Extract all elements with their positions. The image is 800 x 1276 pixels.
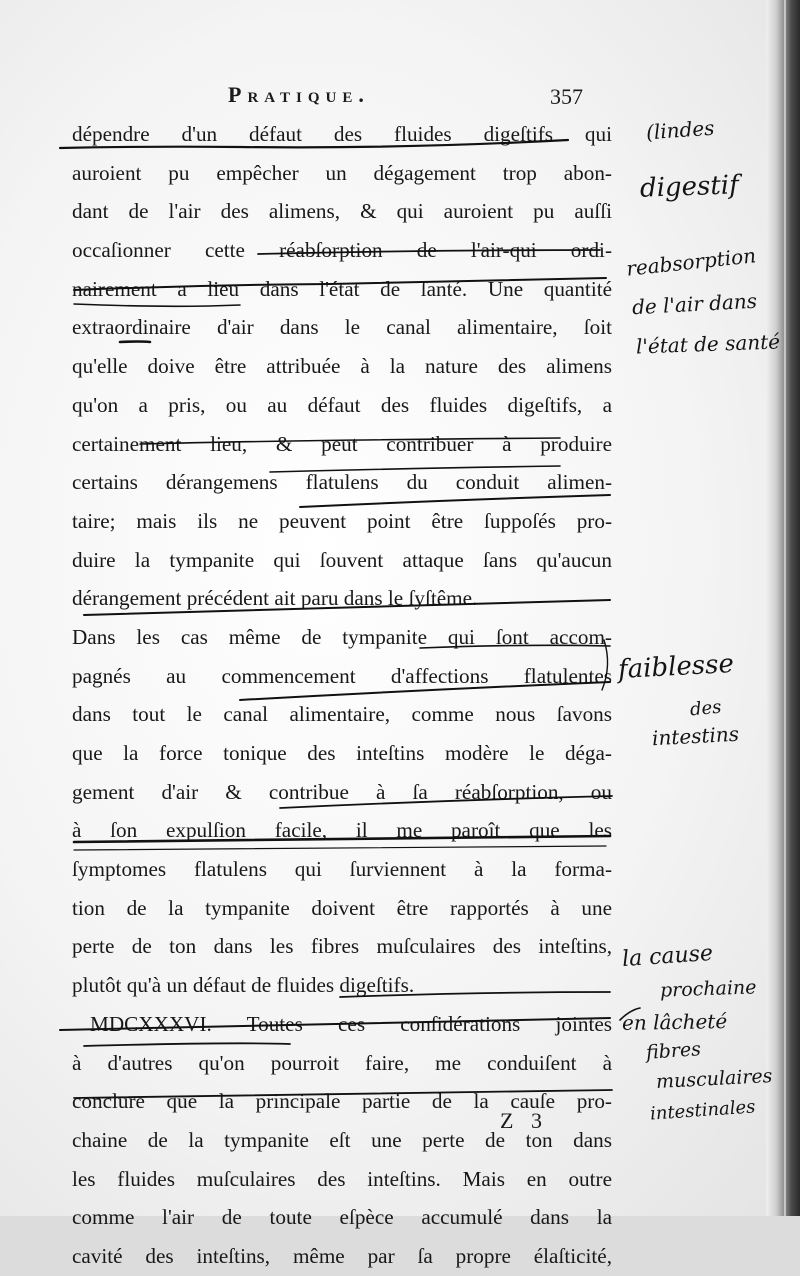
text-line: à d'autres qu'on pourroit faire, me conduiſent à [72,1050,612,1075]
text-line: qu'on a pris, ou au défaut des fluides digeſtifs, a [72,392,612,417]
text-line: pagnés au commencement d'affections flatulentes [72,663,612,688]
margin-note: la cause [621,940,714,973]
margin-note: des [689,696,723,721]
margin-note: reabsorption [625,243,758,281]
text-line: extraordinaire d'air dans le canal alimentaire, ſoit [72,315,612,340]
page-number: 357 [550,84,583,109]
text-line: ſymptomes flatulens qui ſurviennent à la forma- [72,857,612,882]
text-line: cavité des inteſtins, même par ſa propre élaſticité, [72,1243,612,1268]
text-line: tion de la tympanite doivent être rapportés à une [72,895,612,920]
text-line: comme l'air de toute eſpèce accumulé dans la [72,1205,612,1230]
margin-note: l'état de santé [635,329,781,359]
margin-note: en lâcheté [621,1009,728,1035]
text-line: à ſon expulſion facile, il me paroît que les [72,818,612,843]
text-line: nairement a lieu dans l'état de ſanté. Une quantité [72,276,612,301]
text-line: gement d'air & contribue à ſa réabſorption, ou [72,779,612,804]
section-heading-line: MDCXXXVI. Toutes ces conſidérations jointes [90,1011,612,1036]
margin-note: digestif [639,170,740,204]
text-line: dant de l'air des alimens, & qui auroient pu auſſi [72,199,612,224]
text-line: auroient pu empêcher un dégagement trop abon- [72,160,612,185]
running-title: Pratique. [228,82,370,107]
text-line: occaſionner cette réabſorption de l'air-qui ordi- [72,238,612,263]
text-line: taire; mais ils ne peuvent point être ſuppoſés pro- [72,508,612,533]
text-line: dérangement précédent ait paru dans le ſyſtême. [72,586,478,611]
text-line: perte de ton dans les fibres muſculaires des inteſtins, [72,934,612,959]
margin-note: prochaine [659,976,757,1002]
text-line: que la force tonique des inteſtins modère le déga- [72,741,612,765]
text-line: plutôt qu'à un défaut de fluides digeſtifs. [72,973,415,998]
text-line: certains dérangemens flatulens du conduit alimen- [72,470,612,495]
margin-note: de l'air dans [631,288,758,320]
text-line: conclure que la principale partie de la cauſe pro- [72,1089,612,1114]
margin-note: fibres [645,1038,702,1064]
margin-note: intestinales [649,1096,757,1125]
text-line: Dans les cas même de tympanite qui ſont accom- [72,624,612,649]
margin-note: faiblesse [617,648,735,686]
text-line: duire la tympanite qui ſouvent attaque ſans qu'aucun [72,547,612,572]
text-line: certainement lieu, & peut contribuer à produire [72,431,612,456]
text-line: chaine de la tympanite eſt une perte de ton dans [72,1127,612,1152]
text-line: les fluides muſculaires des inteſtins. Mais en outre [72,1166,612,1191]
signature-mark: Z 3 [500,1108,548,1133]
margin-note: (lindes [645,115,716,145]
margin-note: musculaires [655,1064,773,1094]
margin-note: intestins [651,721,740,751]
text-line: dans tout le canal alimentaire, comme nous ſavons [72,702,612,727]
text-line: dépendre d'un défaut des fluides digeſtifs qui [72,122,612,146]
text-line: qu'elle doive être attribuée à la nature des alimens [72,354,612,379]
